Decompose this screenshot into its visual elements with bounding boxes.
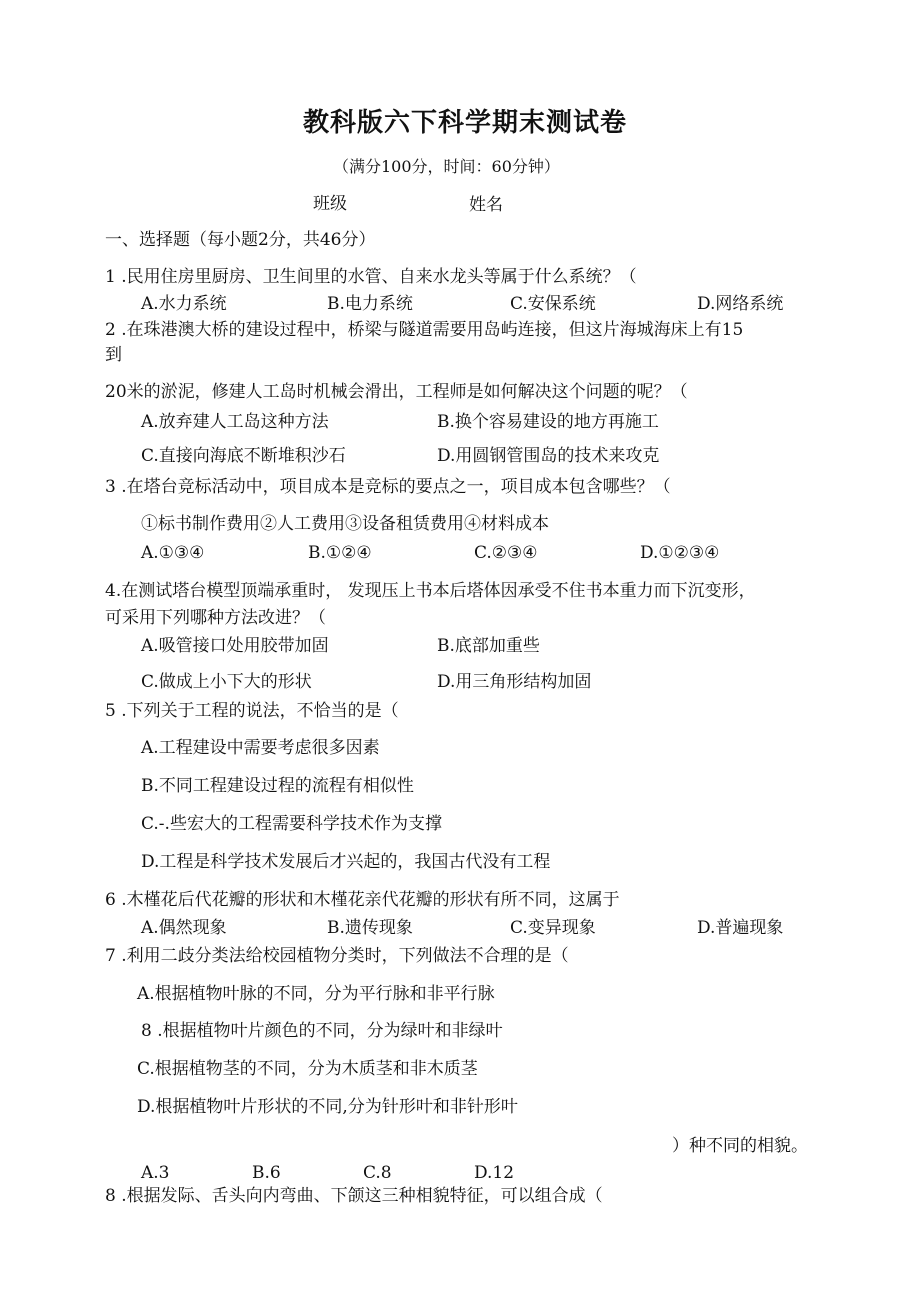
question-5-option-b: B.不同工程建设过程的流程有相似性 <box>141 776 414 796</box>
question-1-option-c: C.安保系统 <box>510 294 596 314</box>
question-6-option-b: B.遗传现象 <box>327 918 413 938</box>
question-1-option-d: D.网络系统 <box>697 294 784 314</box>
question-3-option-b: B.①②④ <box>308 543 372 563</box>
question-2-option-a: A.放弃建人工岛这种方法 <box>141 412 329 432</box>
question-2-stem-line1: 2 .在珠港澳大桥的建设过程中，桥梁与隧道需要用岛屿连接，但这片海城海床上有15 <box>105 320 744 340</box>
question-6-option-c: C.变异现象 <box>510 918 596 938</box>
question-6-option-d: D.普遍现象 <box>697 918 784 938</box>
question-3-option-c: C.②③④ <box>474 543 538 563</box>
question-1-option-b: B.电力系统 <box>327 294 413 314</box>
question-8-option-d: D.12 <box>474 1163 515 1183</box>
question-5-option-a: A.工程建设中需要考虑很多因素 <box>141 738 380 758</box>
question-5-stem: 5 .下列关于工程的说法，不恰当的是（ <box>105 701 399 721</box>
question-7-stem: 7 .利用二歧分类法给校园植物分类时，下列做法不合理的是（ <box>105 946 569 966</box>
name-label: 姓名 <box>469 195 503 215</box>
question-5-option-c: C.-.些宏大的工程需要科学技术作为支撑 <box>141 814 442 834</box>
question-2-stem-line2: 到 <box>105 345 122 365</box>
question-5-option-d: D.工程是科学技术发展后才兴起的，我国古代没有工程 <box>141 852 551 872</box>
question-3-option-d: D.①②③④ <box>640 543 720 563</box>
section-heading: 一、选择题（每小题2分，共46分） <box>105 230 376 250</box>
question-3-option-a: A.①③④ <box>141 543 205 563</box>
class-label: 班级 <box>313 194 347 214</box>
question-3-items: ①标书制作费用②人工费用③设备租赁费用④材料成本 <box>141 514 549 534</box>
question-8-option-b: B.6 <box>252 1163 281 1183</box>
question-2-option-c: C.直接向海底不断堆积沙石 <box>141 446 346 466</box>
question-4-option-a: A.吸管接口处用胶带加固 <box>141 636 329 656</box>
page-subtitle: （满分100分，时间：60分钟） <box>333 157 560 176</box>
question-7-option-c: C.根据植物茎的不同，分为木质茎和非木质茎 <box>137 1059 478 1079</box>
question-6-option-a: A.偶然现象 <box>141 918 227 938</box>
question-2-option-d: D.用圆钢管围岛的技术来攻克 <box>437 446 660 466</box>
question-4-option-b: B.底部加重些 <box>437 636 540 656</box>
question-4-option-d: D.用三角形结构加固 <box>437 672 592 692</box>
question-3-stem: 3 .在塔台竞标活动中，项目成本是竞标的要点之一，项目成本包含哪些？（ <box>105 477 671 497</box>
question-8-option-a: A.3 <box>141 1163 170 1183</box>
question-8-stem: 8 .根据发际、舌头向内弯曲、下颌这三种相貌特征，可以组合成（ <box>105 1186 603 1206</box>
question-1-option-a: A.水力系统 <box>141 294 227 314</box>
question-2-stem-line3: 20米的淤泥，修建人工岛时机械会滑出，工程师是如何解决这个问题的呢？（ <box>105 382 688 402</box>
question-4-stem-line1: 4.在测试塔台模型顶端承重时， 发现压上书本后塔体因承受不住书本重力而下沉变形， <box>105 581 756 601</box>
question-1-stem: 1 .民用住房里厨房、卫生间里的水管、自来水龙头等属于什么系统？（ <box>105 267 637 287</box>
question-8-option-c: C.8 <box>363 1163 392 1183</box>
question-7-option-d: D.根据植物叶片形状的不同,分为针形叶和非针形叶 <box>137 1097 518 1117</box>
question-8-tail: ）种不同的相貌。 <box>672 1136 808 1156</box>
question-2-option-b: B.换个容易建设的地方再施工 <box>437 412 659 432</box>
question-7-option-b: 8 .根据植物叶片颜色的不同，分为绿叶和非绿叶 <box>141 1021 503 1041</box>
question-4-stem-line2: 可采用下列哪种方法改进？（ <box>105 608 326 628</box>
question-7-option-a: A.根据植物叶脉的不同，分为平行脉和非平行脉 <box>137 984 495 1004</box>
page-title: 教科版六下科学期末测试卷 <box>303 108 628 138</box>
question-6-stem: 6 .木槿花后代花瓣的形状和木槿花亲代花瓣的形状有所不同，这属于 <box>105 890 620 910</box>
question-4-option-c: C.做成上小下大的形状 <box>141 672 312 692</box>
